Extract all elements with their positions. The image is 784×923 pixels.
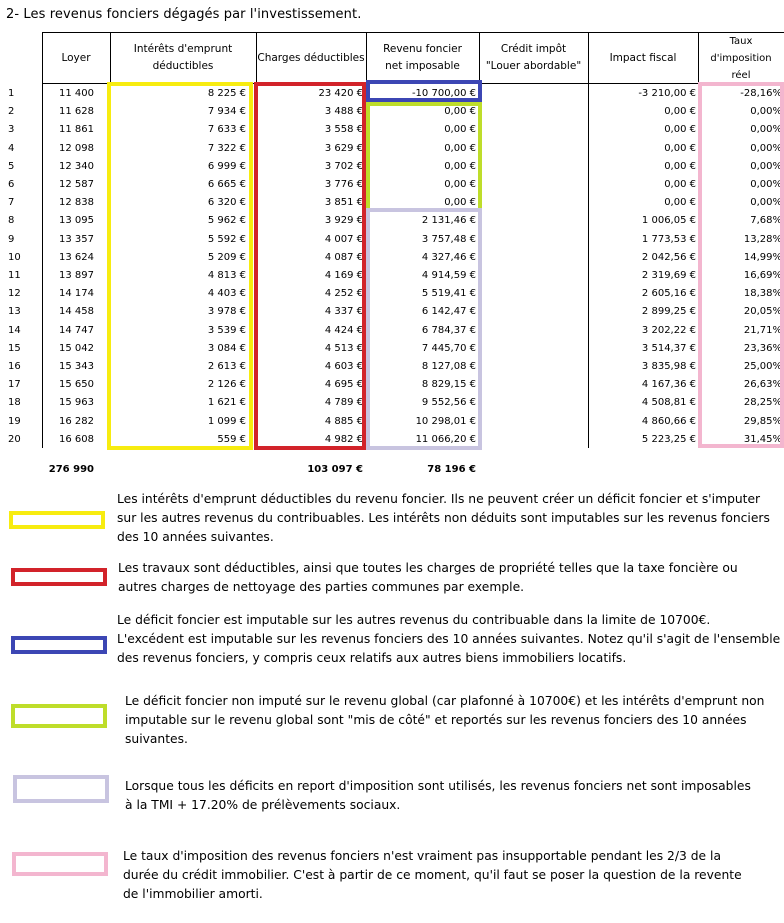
cell-interets: 7 633 €: [207, 124, 246, 136]
highlight-taux-box: [698, 82, 784, 448]
cell-charges: 3 629 €: [324, 142, 363, 154]
cell-revenu: 2 131,46 €: [421, 215, 476, 227]
cell-taux: 31,45%: [743, 433, 782, 445]
row-number: 12: [8, 288, 21, 300]
cell-revenu: -10 700,00 €: [411, 88, 476, 99]
cell-interets: 3 978 €: [207, 306, 246, 318]
cell-loyer: 14 174: [59, 288, 94, 300]
cell-revenu: 0,00 €: [444, 179, 476, 190]
cell-loyer: 11 400: [59, 88, 94, 99]
cell-charges: 3 929 €: [324, 215, 363, 227]
cell-revenu: 0,00 €: [444, 160, 476, 172]
cell-revenu: 10 298,01 €: [415, 415, 476, 427]
cell-revenu: 6 784,37 €: [421, 324, 476, 336]
legend-text-red: Les travaux sont déductibles, ainsi que toutes les charges de propriété telles que la taxe foncière ou autres charges de nettoyage des parties communes par exemple.: [118, 561, 738, 594]
cell-interets: 6 999 €: [207, 160, 246, 172]
cell-taux: 7,68%: [750, 215, 782, 227]
cell-taux: 23,36%: [743, 342, 782, 354]
cell-impact: 0,00 €: [664, 124, 696, 136]
cell-taux: 20,05%: [743, 306, 782, 318]
legend-text-pink: Le taux d'imposition des revenus fonciers n'est vraiment pas insupportable pendant les 2/3 de la durée du crédit immobilier. C'est à partir de ce moment, qu'il faut se poser la question de la revente de l'immobilier amorti.: [123, 849, 742, 901]
cell-loyer: 11 861: [59, 124, 94, 136]
row-number: 18: [8, 397, 21, 409]
cell-revenu: 3 757,48 €: [421, 233, 476, 245]
cell-charges: 3 558 €: [324, 124, 363, 136]
cell-loyer: 14 747: [59, 324, 94, 336]
row-number: 3: [8, 124, 15, 136]
section-title: 2- Les revenus fonciers dégagés par l'investissement.: [6, 7, 362, 22]
cell-taux: -28,16%: [740, 88, 782, 99]
cell-loyer: 12 340: [59, 160, 94, 172]
cell-charges: 4 603 €: [324, 361, 363, 372]
cell-loyer: 13 357: [59, 233, 94, 245]
row-number: 16: [8, 361, 21, 372]
header-impact: Impact fiscal: [588, 32, 698, 84]
cell-impact: 2 899,25 €: [641, 306, 696, 318]
cell-revenu: 0,00 €: [444, 142, 476, 154]
legend-text-yellow: Les intérêts d'emprunt déductibles du revenu foncier. Ils ne peuvent créer un déficit foncier et s'imputer sur les autres revenus du contribuables. Les intérêts non déduits sont imputables sur les revenus fonciers des 10 années suivantes.: [117, 492, 770, 544]
cell-revenu: 0,00 €: [444, 106, 476, 118]
row-number: 19: [8, 415, 21, 427]
cell-taux: 29,85%: [743, 415, 782, 427]
cell-charges: 4 885 €: [324, 415, 363, 427]
cell-impact: 3 202,22 €: [641, 324, 696, 336]
legend-swatch-yellow: [9, 511, 105, 529]
cell-taux: 0,00%: [750, 124, 782, 136]
cell-impact: -3 210,00 €: [638, 88, 696, 99]
cell-revenu: 8 829,15 €: [421, 379, 476, 391]
cell-charges: 3 776 €: [324, 179, 363, 190]
cell-loyer: 12 838: [59, 197, 94, 209]
row-number: 2: [8, 106, 15, 118]
legend-swatch-red: [11, 568, 107, 586]
cell-charges: 4 695 €: [324, 379, 363, 391]
cell-impact: 3 514,37 €: [641, 342, 696, 354]
cell-taux: 13,28%: [743, 233, 782, 245]
legend-swatch-green: [11, 704, 107, 728]
cell-impact: 4 508,81 €: [641, 397, 696, 409]
cell-loyer: 13 095: [59, 215, 94, 227]
cell-impact: 1 773,53 €: [641, 233, 696, 245]
row-number: 7: [8, 197, 15, 209]
total-loyer: 276 990: [48, 464, 94, 475]
row-number: 8: [8, 215, 15, 227]
cell-interets: 6 665 €: [207, 179, 246, 190]
legend-swatch-lavender: [13, 775, 109, 803]
cell-taux: 0,00%: [750, 197, 782, 209]
cell-revenu: 4 327,46 €: [421, 251, 476, 263]
cell-revenu: 5 519,41 €: [421, 288, 476, 300]
cell-charges: 23 420 €: [318, 88, 363, 99]
row-number: 1: [8, 88, 15, 99]
cell-charges: 4 982 €: [324, 433, 363, 445]
cell-revenu: 6 142,47 €: [421, 306, 476, 318]
cell-charges: 4 007 €: [324, 233, 363, 245]
cell-taux: 0,00%: [750, 142, 782, 154]
header-interets: Intérêts d'emprunt déductibles: [110, 32, 256, 84]
cell-interets: 5 209 €: [207, 251, 246, 263]
cell-revenu: 4 914,59 €: [421, 270, 476, 281]
cell-revenu: 0,00 €: [444, 197, 476, 209]
cell-loyer: 12 098: [59, 142, 94, 154]
cell-revenu: 9 552,56 €: [421, 397, 476, 409]
cell-revenu: 8 127,08 €: [421, 361, 476, 372]
cell-interets: 7 322 €: [207, 142, 246, 154]
row-number: 15: [8, 342, 21, 354]
cell-impact: 0,00 €: [664, 106, 696, 118]
cell-impact: 2 042,56 €: [641, 251, 696, 263]
cell-charges: 4 252 €: [324, 288, 363, 300]
highlight-charges-box: [254, 82, 366, 450]
row-number: 6: [8, 179, 15, 190]
highlight-imposable-box: [366, 208, 482, 450]
cell-taux: 21,71%: [743, 324, 782, 336]
cell-loyer: 12 587: [59, 179, 94, 190]
cell-taux: 0,00%: [750, 179, 782, 190]
cell-loyer: 15 343: [59, 361, 94, 372]
cell-charges: 3 702 €: [324, 160, 363, 172]
legend-text-green: Le déficit foncier non imputé sur le revenu global (car plafonné à 10700€) et les intérêts d'emprunt non imputable sur le revenu global sont "mis de côté" et reportés sur les revenus fonciers des 10 années suivantes.: [125, 694, 765, 746]
cell-loyer: 13 624: [59, 251, 94, 263]
cell-taux: 25,00%: [743, 361, 782, 372]
cell-loyer: 13 897: [59, 270, 94, 281]
cell-taux: 0,00%: [750, 160, 782, 172]
legend-swatch-pink: [12, 852, 108, 876]
header-charges: Charges déductibles: [256, 32, 366, 84]
cell-impact: 0,00 €: [664, 160, 696, 172]
row-number: 5: [8, 160, 15, 172]
row-number: 11: [8, 270, 21, 281]
cell-charges: 3 488 €: [324, 106, 363, 118]
cell-charges: 4 424 €: [324, 324, 363, 336]
cell-charges: 4 789 €: [324, 397, 363, 409]
cell-revenu: 0,00 €: [444, 124, 476, 136]
legend-text-blue: Le déficit foncier est imputable sur les autres revenus du contribuable dans la limite de 10700€. L'excédent est imputable sur les revenus fonciers des 10 années suivantes. Notez qu'il s'agit de l'ensemble des revenus fonciers, y compris ceux relatifs aux autres biens immobiliers locatifs.: [117, 613, 781, 665]
total-charges: 103 097 €: [307, 464, 363, 475]
total-revenu: 78 196 €: [427, 464, 476, 475]
cell-impact: 4 167,36 €: [641, 379, 696, 391]
cell-impact: 0,00 €: [664, 179, 696, 190]
header-taux: Taux d'imposition réel: [698, 32, 784, 84]
header-revenu: Revenu foncier net imposable: [366, 32, 479, 84]
row-number: 17: [8, 379, 21, 391]
cell-impact: 3 835,98 €: [641, 361, 696, 372]
cell-loyer: 15 042: [59, 342, 94, 354]
cell-loyer: 15 963: [59, 397, 94, 409]
cell-interets: 8 225 €: [207, 88, 246, 99]
legend-swatch-blue: [11, 636, 107, 654]
row-number: 13: [8, 306, 21, 318]
cell-revenu: 7 445,70 €: [421, 342, 476, 354]
cell-taux: 0,00%: [750, 106, 782, 118]
cell-taux: 26,63%: [743, 379, 782, 391]
cell-charges: 4 169 €: [324, 270, 363, 281]
cell-taux: 18,38%: [743, 288, 782, 300]
cell-charges: 4 087 €: [324, 251, 363, 263]
cell-taux: 28,25%: [743, 397, 782, 409]
cell-impact: 4 860,66 €: [641, 415, 696, 427]
cell-loyer: 14 458: [59, 306, 94, 318]
cell-charges: 3 851 €: [324, 197, 363, 209]
cell-interets: 5 592 €: [207, 233, 246, 245]
cell-impact: 0,00 €: [664, 142, 696, 154]
cell-impact: 5 223,25 €: [641, 433, 696, 445]
cell-loyer: 15 650: [59, 379, 94, 391]
cell-impact: 2 319,69 €: [641, 270, 696, 281]
header-credit: Crédit impôt "Louer abordable": [479, 32, 588, 84]
cell-interets: 2 613 €: [207, 361, 246, 372]
cell-interets: 4 403 €: [207, 288, 246, 300]
cell-interets: 3 539 €: [207, 324, 246, 336]
cell-impact: 0,00 €: [664, 197, 696, 209]
row-number: 20: [8, 433, 21, 445]
row-number: 4: [8, 142, 15, 154]
legend-text-lavender: Lorsque tous les déficits en report d'imposition sont utilisés, les revenus fonciers net sont imposables à la TMI + 17.20% de prélèvements sociaux.: [125, 779, 751, 812]
cell-interets: 1 621 €: [207, 397, 246, 409]
row-number: 10: [8, 251, 21, 263]
cell-interets: 3 084 €: [207, 342, 246, 354]
cell-interets: 6 320 €: [207, 197, 246, 209]
cell-loyer: 11 628: [59, 106, 94, 118]
cell-interets: 2 126 €: [207, 379, 246, 391]
cell-interets: 5 962 €: [207, 215, 246, 227]
cell-interets: 4 813 €: [207, 270, 246, 281]
cell-taux: 14,99%: [743, 251, 782, 263]
cell-revenu: 11 066,20 €: [415, 433, 476, 445]
cell-impact: 1 006,05 €: [641, 215, 696, 227]
header-loyer: Loyer: [42, 32, 110, 84]
cell-impact: 2 605,16 €: [641, 288, 696, 300]
cell-loyer: 16 608: [59, 433, 94, 445]
cell-taux: 16,69%: [743, 270, 782, 281]
cell-loyer: 16 282: [59, 415, 94, 427]
cell-charges: 4 337 €: [324, 306, 363, 318]
row-number: 9: [8, 233, 15, 245]
cell-charges: 4 513 €: [324, 342, 363, 354]
highlight-report-box: [366, 102, 482, 212]
row-number: 14: [8, 324, 21, 336]
highlight-deficit-box: [366, 80, 482, 102]
cell-interets: 7 934 €: [207, 106, 246, 118]
highlight-interets-box: [107, 82, 253, 450]
cell-interets: 559 €: [217, 433, 246, 445]
cell-interets: 1 099 €: [207, 415, 246, 427]
